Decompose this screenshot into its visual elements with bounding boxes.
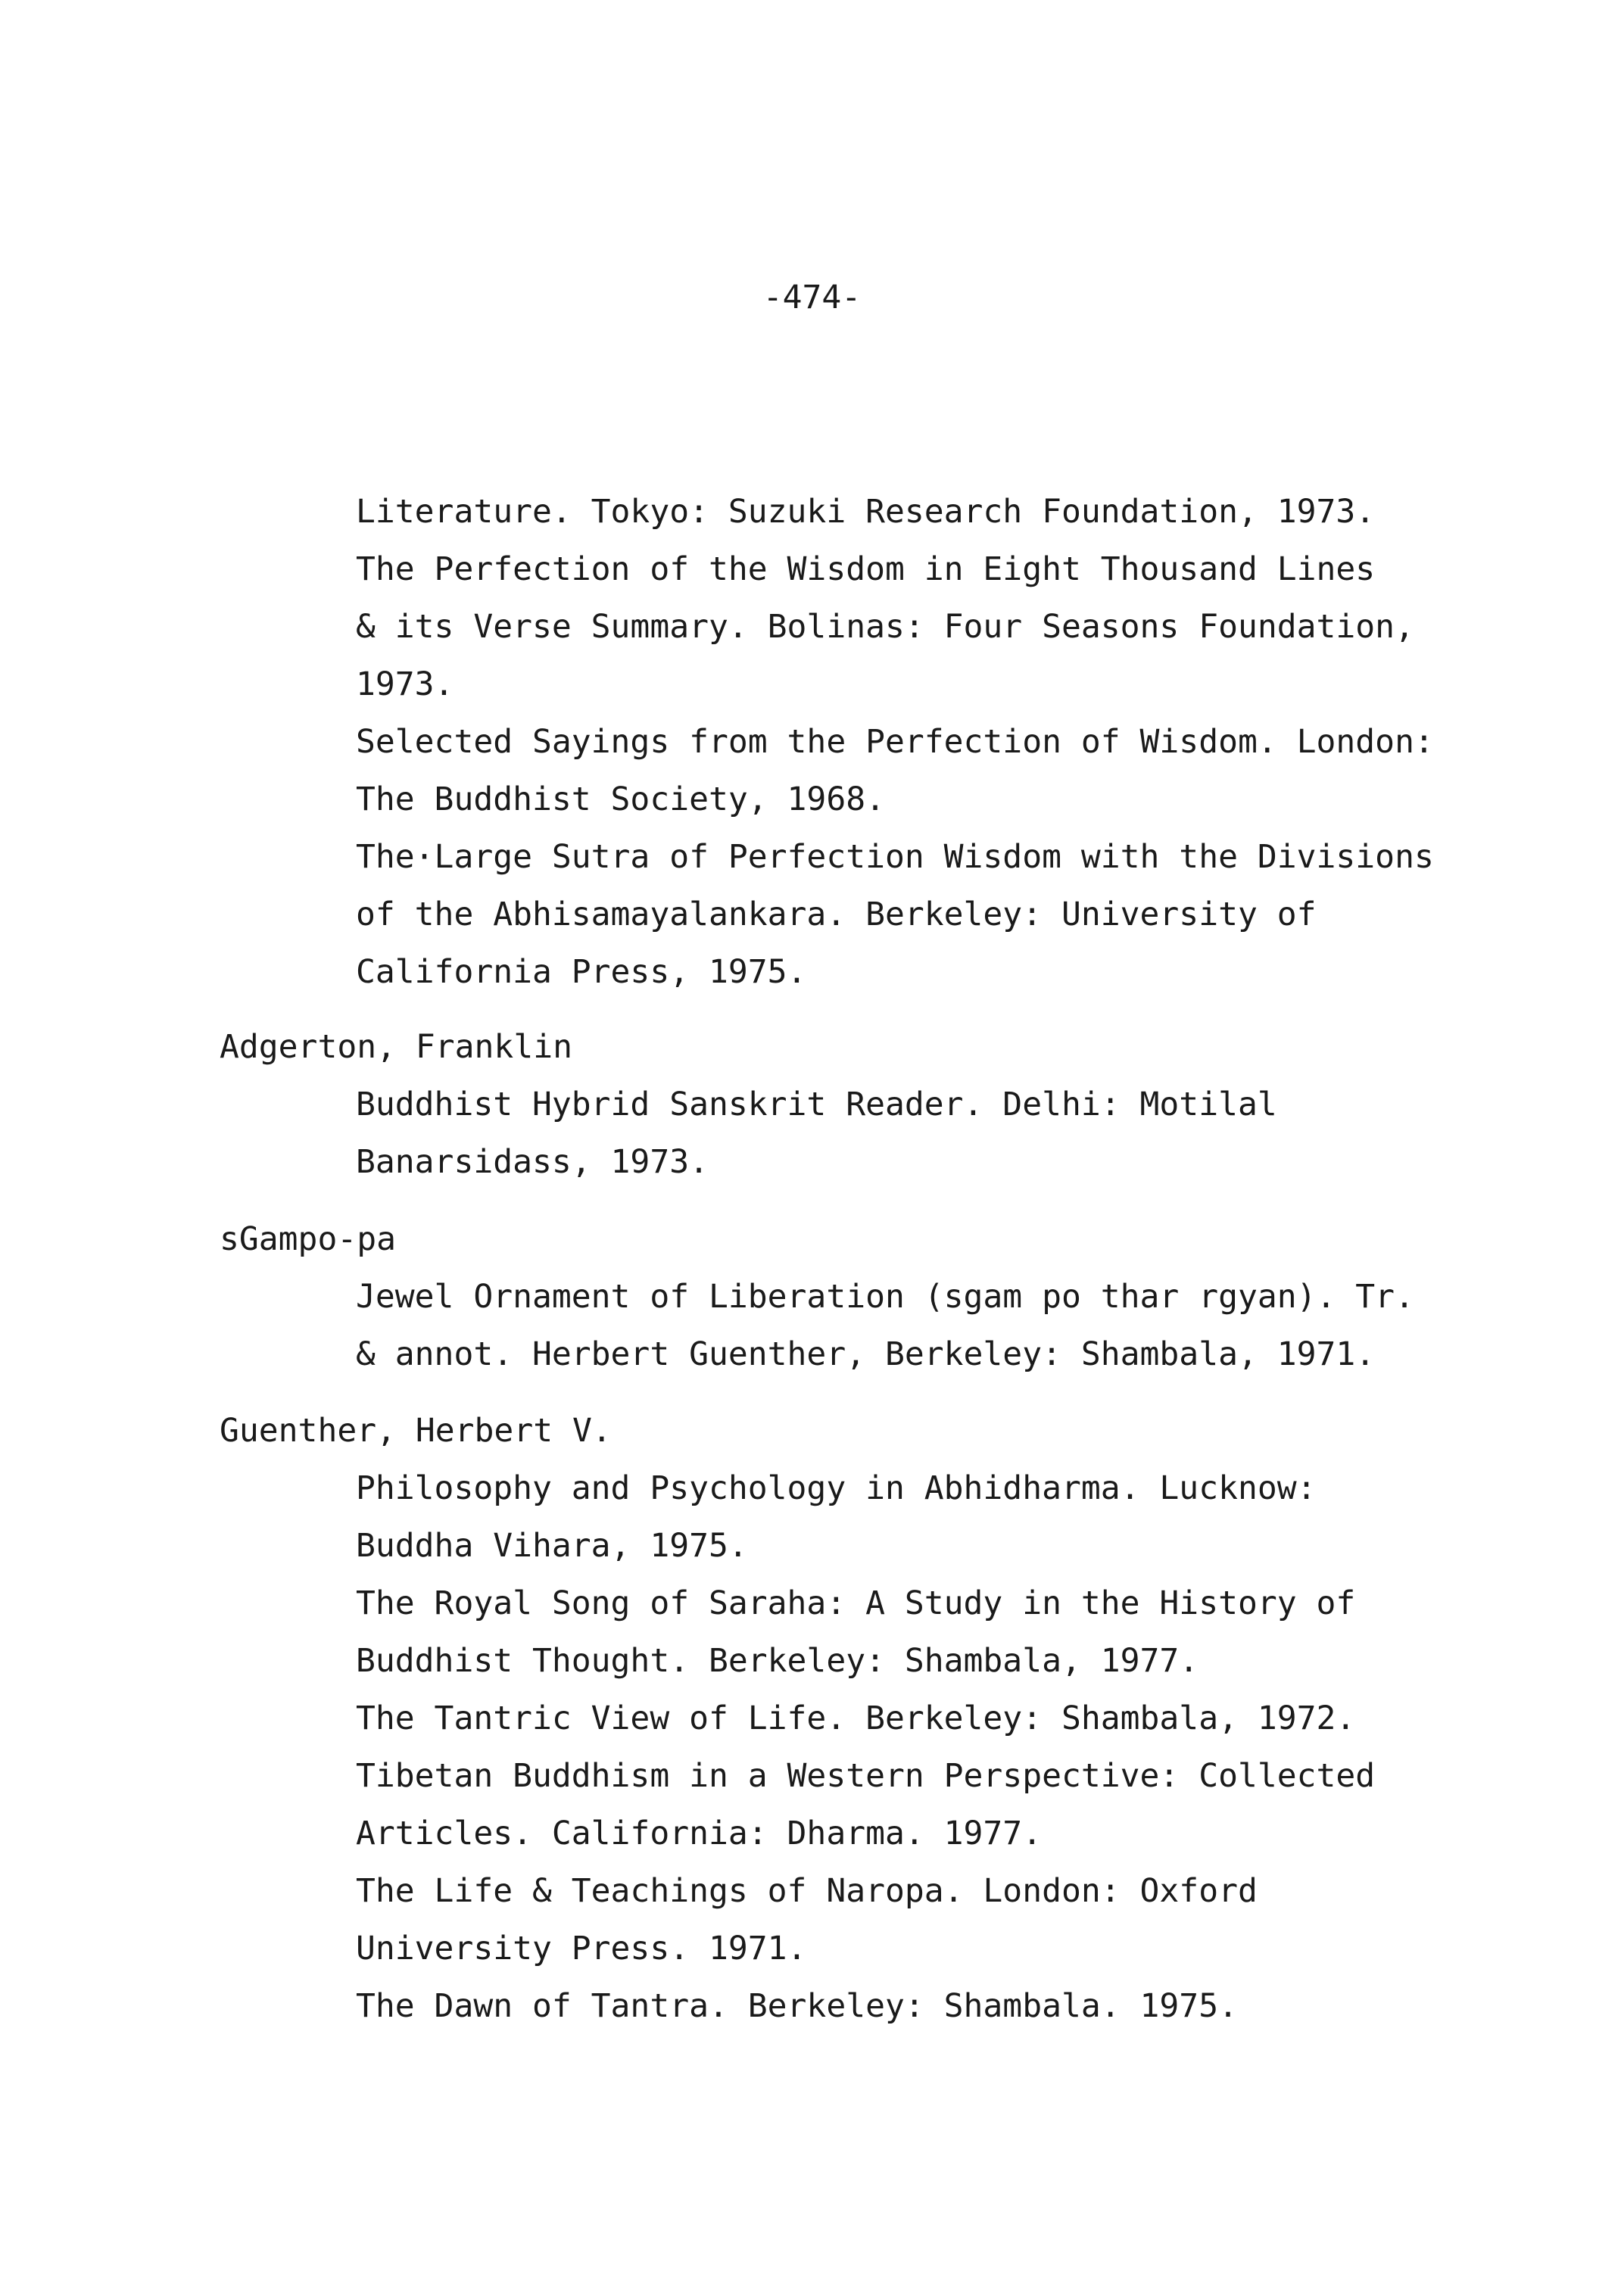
author-heading: Adgerton, Franklin [220, 1028, 572, 1066]
entry-line: Articles. California: Dharma. 1977. [356, 1815, 1043, 1852]
entry-line: Banarsidass, 1973. [356, 1143, 709, 1181]
entry-line: Selected Sayings from the Perfection of Wisdom. London: [356, 723, 1434, 761]
page-number: -474- [762, 279, 862, 316]
entry-line: Literature. Tokyo: Suzuki Research Foundation, 1973. [356, 493, 1376, 531]
entry-line: California Press, 1975. [356, 953, 807, 991]
entry-line: The Buddhist Society, 1968. [356, 780, 885, 818]
entry-line: The Dawn of Tantra. Berkeley: Shambala. 1975. [356, 1987, 1238, 2025]
entry-line: Buddha Vihara, 1975. [356, 1527, 748, 1565]
entry-line: of the Abhisamayalankara. Berkeley: University of [356, 896, 1317, 933]
author-heading: Guenther, Herbert V. [220, 1412, 612, 1450]
entry-line: Jewel Ornament of Liberation (sgam po thar rgyan). Tr. [356, 1278, 1414, 1316]
entry-line: Buddhist Hybrid Sanskrit Reader. Delhi: Motilal [356, 1086, 1277, 1123]
entry-line: 1973. [356, 665, 454, 703]
entry-line: Buddhist Thought. Berkeley: Shambala, 1977. [356, 1642, 1199, 1680]
author-heading: sGampo-pa [220, 1220, 396, 1258]
entry-line: The Tantric View of Life. Berkeley: Shambala, 1972. [356, 1699, 1356, 1737]
entry-line: The Life & Teachings of Naropa. London: Oxford [356, 1872, 1258, 1910]
entry-line: The·Large Sutra of Perfection Wisdom with the Divisions [356, 838, 1434, 876]
entry-line: Tibetan Buddhism in a Western Perspective: Collected [356, 1757, 1376, 1795]
entry-line: & its Verse Summary. Bolinas: Four Seasons Foundation, [356, 608, 1414, 646]
entry-line: The Perfection of the Wisdom in Eight Thousand Lines [356, 550, 1376, 588]
entry-line: University Press. 1971. [356, 1930, 807, 1967]
entry-line: & annot. Herbert Guenther, Berkeley: Shambala, 1971. [356, 1335, 1376, 1373]
entry-line: The Royal Song of Saraha: A Study in the History of [356, 1584, 1356, 1622]
entry-line: Philosophy and Psychology in Abhidharma. Lucknow: [356, 1469, 1317, 1507]
